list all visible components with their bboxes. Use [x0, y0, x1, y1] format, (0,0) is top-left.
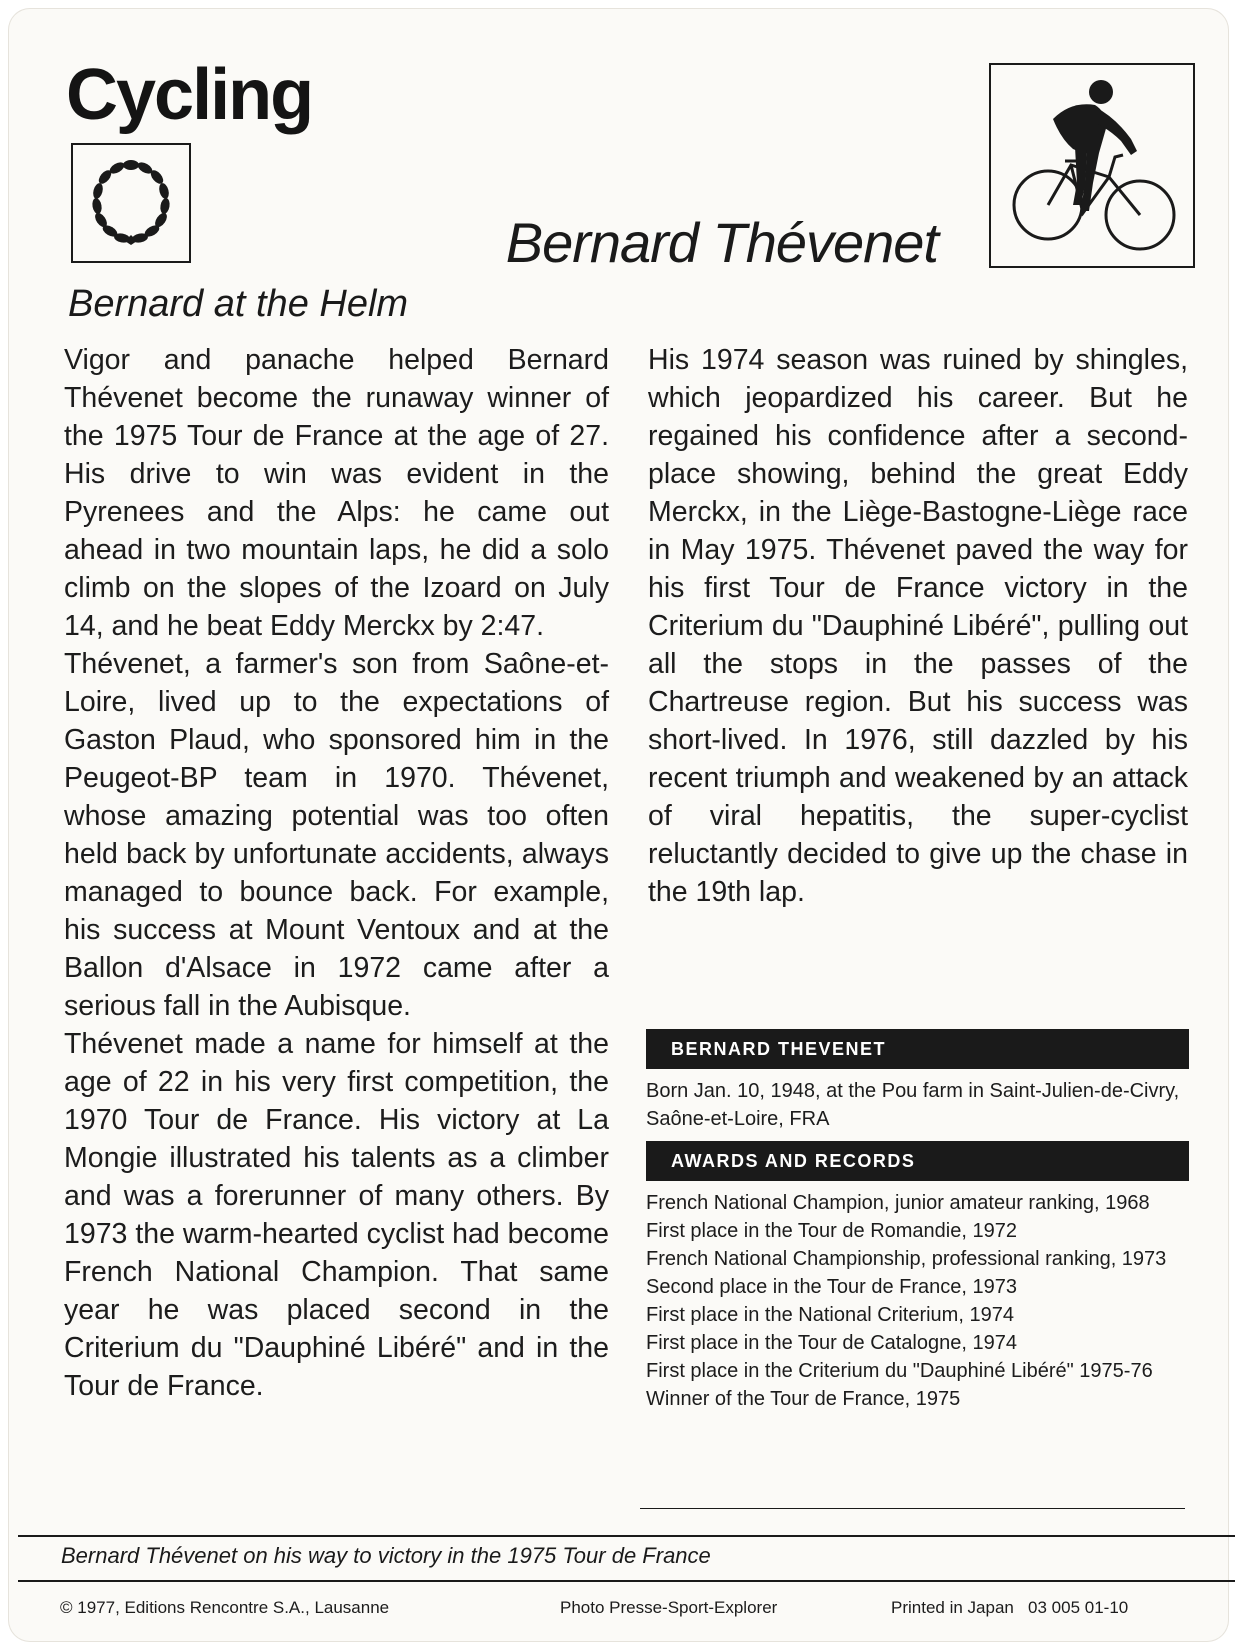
caption-rule-top	[18, 1535, 1235, 1537]
athlete-name: Bernard Thévenet	[505, 211, 938, 274]
award-item: French National Champion, junior amateur ranking, 1968	[646, 1192, 1150, 1214]
award-item: Second place in the Tour de France, 1973	[646, 1276, 1017, 1298]
awards-divider	[640, 1508, 1185, 1509]
article-left-column	[64, 341, 609, 1405]
award-item: First place in the Tour de Romandie, 1972	[646, 1220, 1017, 1242]
award-item: First place in the National Criterium, 1974	[646, 1304, 1014, 1326]
paragraph: Vigor and panache helped Bernard Thévenet become the runaway winner of the 1975 Tour de France at the age of 27. His drive to win was evident in the Pyrenees and the Alps: he came out ahead in two mountain laps, he did a solo climb on the slopes of the Izoard on July 14, and he beat Eddy Merckx by 2:47.	[64, 344, 609, 642]
award-item: First place in the Criterium du "Dauphiné Libéré" 1975-76	[646, 1360, 1153, 1382]
awards-list	[646, 1189, 1189, 1413]
bio-heading: BERNARD THEVENET	[646, 1029, 1189, 1069]
cyclist-icon	[991, 65, 1193, 266]
photo-credit: Photo Presse-Sport-Explorer	[560, 1598, 778, 1617]
paragraph: Thévenet, a farmer's son from Saône-et-Loire, lived up to the expectations of Gaston Plaud, who sponsored him in the Peugeot-BP team in 1970. Thévenet, whose amazing potential was too often held back by unfortunate accidents, always managed to bounce back. For example, his success at Mount Ventoux and at the Ballon d'Alsace in 1972 came after a serious fall in the Aubisque.	[64, 648, 609, 1022]
photo-caption: Bernard Thévenet on his way to victory in the 1975 Tour de France	[61, 1543, 711, 1568]
award-item: Winner of the Tour de France, 1975	[646, 1388, 961, 1410]
copyright-text: © 1977, Editions Rencontre S.A., Lausanne	[60, 1598, 390, 1617]
paragraph: Thévenet made a name for himself at the age of 22 in his very first competition, the 1970 Tour de France. His victory at La Mongie illustrated his talents as a climber and was a forerunner of many others. By 1973 the warm-hearted cyclist had become French National Champion. That same year he was placed second in the Criterium du "Dauphiné Libéré" and in the Tour de France.	[64, 1028, 609, 1402]
bio-text: Born Jan. 10, 1948, at the Pou farm in Saint-Julien-de-Civry, Saône-et-Loire, FRA	[646, 1080, 1180, 1130]
article-right-column	[648, 341, 1188, 911]
award-item: French National Championship, professional ranking, 1973	[646, 1248, 1167, 1270]
award-item: First place in the Tour de Catalogne, 1974	[646, 1332, 1017, 1354]
paragraph: His 1974 season was ruined by shingles, which jeopardized his career. But he regained his confidence after a second-place showing, behind the great Eddy Merckx, in the Liège-Bastogne-Liège race in May 1975. Thévenet paved the way for his first Tour de France victory in the Criterium du "Dauphiné Libéré", pulling out all the stops in the passes of the Chartreuse region. But his success was short-lived. In 1976, still dazzled by his recent triumph and weakened by an attack of viral hepatitis, the super-cyclist reluctantly decided to give up the chase in the 19th lap.	[648, 344, 1188, 908]
caption-rule-bottom	[18, 1580, 1235, 1582]
cyclist-frame	[989, 63, 1195, 268]
trading-card	[8, 8, 1229, 1642]
laurel-wreath-frame	[71, 143, 191, 263]
sport-title: Cycling	[66, 55, 313, 135]
awards-heading: AWARDS AND RECORDS	[646, 1141, 1189, 1181]
story-subtitle: Bernard at the Helm	[68, 283, 409, 325]
print-info: Printed in Japan 03 005 01-10	[891, 1598, 1129, 1617]
laurel-wreath-icon	[73, 145, 189, 261]
